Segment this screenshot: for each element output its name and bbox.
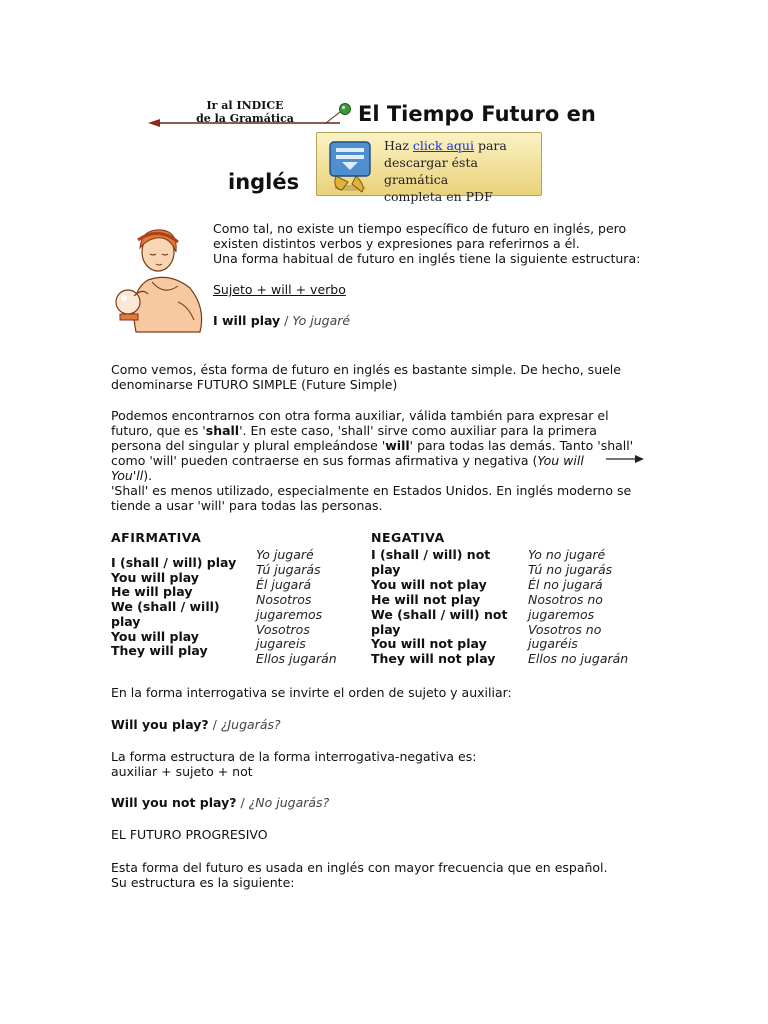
intro-example-en: I will play [213, 313, 281, 328]
negative-english-column [371, 548, 507, 667]
pdf-click-link[interactable]: click aqui [412, 138, 474, 153]
interrogative-example [111, 717, 281, 732]
affirmative-es-row: Ellos jugarán [256, 651, 337, 667]
arrow-right-icon [605, 453, 645, 465]
p2-line4-a: como 'will' pueden contraerse en sus formas afirmativa y negativa ( [111, 453, 538, 468]
negative-es-row: jugaréis [528, 636, 578, 652]
negative-en-row: play [371, 561, 401, 577]
negative-heading: NEGATIVA [371, 530, 445, 545]
negative-en-row: You will not play [371, 636, 487, 652]
p2-line3-c: ' para todas las demás. Tanto 'shall' [409, 438, 634, 453]
interrogative-example-en: Will you play? [111, 717, 209, 732]
progressive-heading: EL FUTURO PROGRESIVO [111, 827, 268, 842]
fortune-teller-clipart [108, 222, 208, 334]
progressive-line2: Su estructura es la siguiente: [111, 875, 295, 890]
p2-will: will [385, 438, 410, 453]
negative-en-row: We (shall / will) not [371, 606, 508, 622]
affirmative-es-row: Él jugará [256, 576, 312, 592]
page-title-line1: El Tiempo Futuro en [358, 102, 596, 126]
interrogative-example-sep: / [208, 717, 221, 732]
affirmative-spanish-column [256, 548, 337, 667]
p2-line4 [111, 453, 584, 468]
intro-example [213, 313, 350, 328]
negative-en-row: I (shall / will) not [371, 547, 491, 562]
green-dot-icon [338, 102, 352, 116]
p2-line5-b: ). [143, 468, 153, 483]
progressive-line1: Esta forma del futuro es usada en inglés con mayor frecuencia que en español. [111, 860, 608, 875]
intro-example-es: Yo jugaré [292, 313, 351, 328]
pdf-download-text [384, 137, 540, 205]
affirmative-en-row: I (shall / will) play [111, 555, 237, 570]
interrogative-intro: En la forma interrogativa se invirte el orden de sujeto y auxiliar: [111, 685, 512, 700]
affirmative-es-row: Tú jugarás [256, 561, 321, 577]
interrogative-negative-example-sep: / [236, 795, 249, 810]
intro-line3: Una forma habitual de futuro en inglés tiene la siguiente estructura: [213, 251, 641, 266]
p2-line5 [111, 468, 152, 483]
affirmative-es-row: jugareis [256, 636, 306, 652]
p2-line7: tiende a usar 'will' para todas las personas. [111, 498, 383, 513]
affirmative-en-row: We (shall / will) [111, 599, 220, 615]
index-nav-line1: Ir al INDICE [206, 99, 284, 112]
pdf-line3: completa en PDF [384, 189, 493, 204]
intro-structure: Sujeto + will + verbo [213, 282, 346, 297]
interrogative-example-es: ¿Jugarás? [220, 717, 281, 732]
affirmative-es-row: Yo jugaré [256, 547, 314, 562]
negative-spanish-column [528, 548, 628, 667]
intro-example-sep: / [280, 313, 293, 328]
p2-line6: 'Shall' es menos utilizado, especialmente en Estados Unidos. En inglés moderno se [111, 483, 632, 498]
negative-es-row: Tú no jugarás [528, 561, 613, 577]
affirmative-en-row: You will play [111, 628, 199, 644]
negative-en-row: He will not play [371, 591, 481, 607]
negative-en-row: play [371, 621, 401, 637]
interrogative-negative-line2: auxiliar + sujeto + not [111, 764, 253, 779]
pdf-download-icon [322, 136, 380, 194]
negative-es-row: Ellos no jugarán [528, 651, 629, 667]
page-title-line2: inglés [228, 170, 300, 194]
p2-youll: You'll [111, 468, 144, 483]
affirmative-en-row: They will play [111, 643, 208, 659]
p1-line1: Como vemos, ésta forma de futuro en inglés es bastante simple. De hecho, suele [111, 362, 621, 377]
interrogative-negative-example [111, 795, 329, 810]
affirmative-es-row: Vosotros [256, 621, 310, 637]
negative-es-row: jugaremos [528, 606, 595, 622]
affirmative-english-column [111, 556, 236, 659]
intro-line2: existen distintos verbos y expresiones para referirnos a él. [213, 236, 580, 251]
p2-line3-a: persona del singular y plural empleándose ' [111, 438, 386, 453]
interrogative-negative-example-es: ¿No jugarás? [248, 795, 330, 810]
index-nav-line2: de la Gramática [196, 112, 294, 125]
affirmative-en-row: You will play [111, 569, 199, 585]
negative-es-row: Vosotros no [528, 621, 602, 637]
arrow-left-icon[interactable] [146, 112, 356, 132]
affirmative-en-row: He will play [111, 584, 193, 600]
pdf-line2: descargar ésta gramática [384, 155, 478, 187]
affirmative-heading: AFIRMATIVA [111, 530, 202, 545]
interrogative-negative-line1: La forma estructura de la forma interrogativa-negativa es: [111, 749, 477, 764]
p1-line2: denominarse FUTURO SIMPLE (Future Simple) [111, 377, 398, 392]
p2-line2-c: '. En este caso, 'shall' sirve como auxiliar para la primera [239, 423, 597, 438]
affirmative-es-row: jugaremos [256, 606, 323, 622]
p2-line1: Podemos encontrarnos con otra forma auxiliar, válida también para expresar el [111, 408, 609, 423]
affirmative-es-row: Nosotros [256, 591, 312, 607]
p2-line3 [111, 438, 633, 453]
negative-es-row: Nosotros no [528, 591, 603, 607]
p2-line2 [111, 423, 597, 438]
p2-you-will: You will [537, 453, 584, 468]
p2-shall: shall [205, 423, 240, 438]
affirmative-en-row: play [111, 613, 141, 629]
pdf-prefix: Haz [384, 138, 413, 153]
negative-en-row: They will not play [371, 651, 496, 667]
interrogative-negative-example-en: Will you not play? [111, 795, 237, 810]
negative-es-row: Él no jugará [528, 576, 603, 592]
pdf-suffix: para [473, 138, 507, 153]
p2-line2-a: futuro, que es ' [111, 423, 206, 438]
negative-es-row: Yo no jugaré [528, 547, 606, 562]
negative-en-row: You will not play [371, 576, 487, 592]
intro-line1: Como tal, no existe un tiempo específico de futuro en inglés, pero [213, 221, 627, 236]
